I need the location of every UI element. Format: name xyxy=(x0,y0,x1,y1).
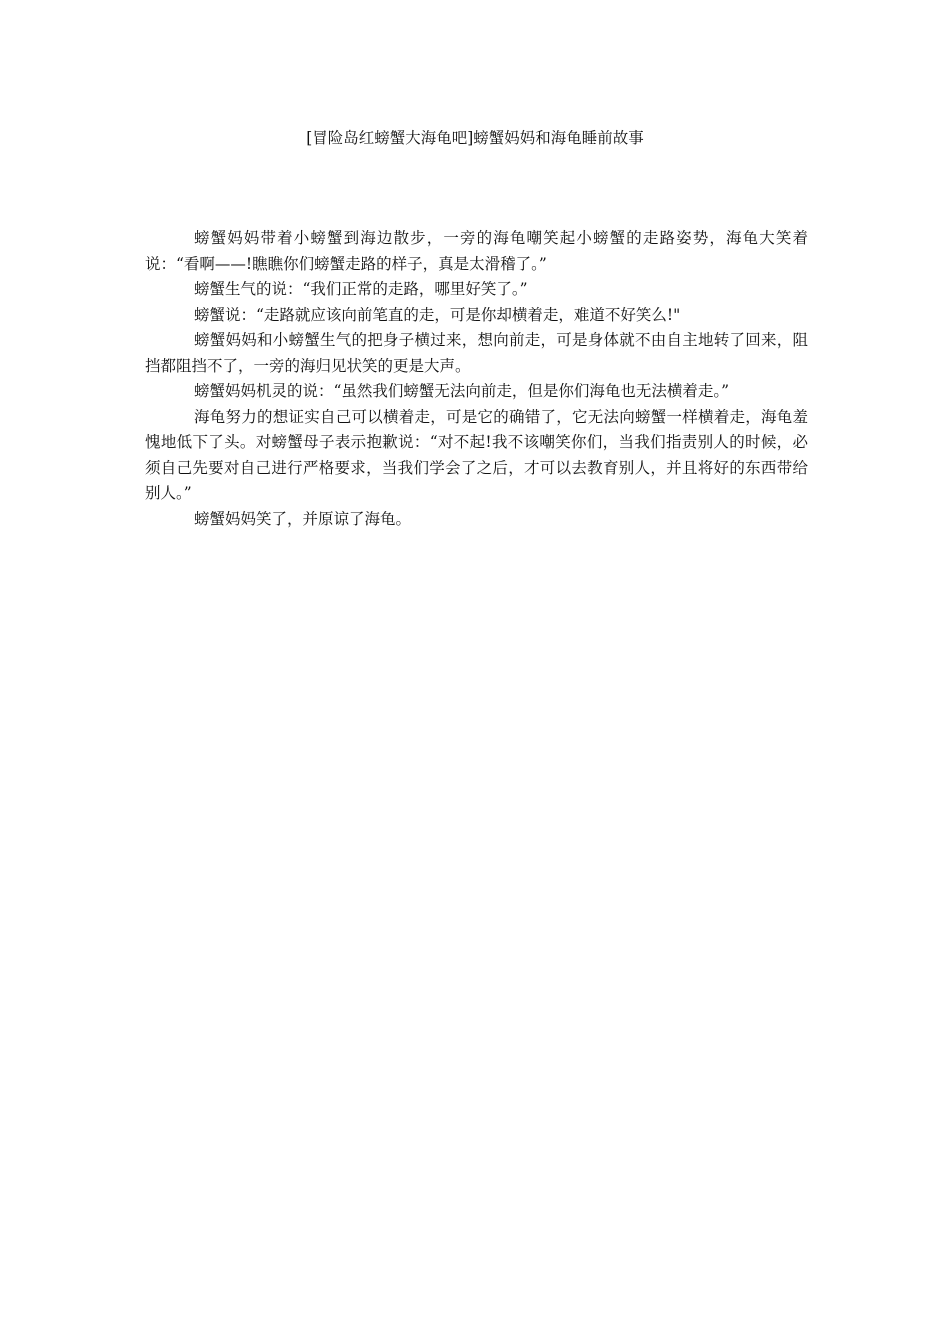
paragraph: 螃蟹妈妈和小螃蟹生气的把身子横过来，想向前走，可是身体就不由自主地转了回来，阻挡都阻挡不了，一旁的海归见状笑的更是大声。 xyxy=(145,331,808,375)
paragraph: 海龟努力的想证实自己可以横着走，可是它的确错了，它无法向螃蟹一样横着走，海龟羞愧地低下了头。对螃蟹母子表示抱歉说：“对不起!我不该嘲笑你们，当我们指责别人的时候，必须自己先要对自己进行严格要求，当我们学会了之后，才可以去教育别人，并且将好的东西带给别人。” xyxy=(145,407,808,502)
paragraph: 螃蟹妈妈笑了，并原谅了海龟。 xyxy=(194,509,412,528)
paragraph: 螃蟹说：“走路就应该向前笔直的走，可是你却横着走，难道不好笑么!" xyxy=(194,305,681,324)
paragraph: 螃蟹妈妈带着小螃蟹到海边散步，一旁的海龟嘲笑起小螃蟹的走路姿势，海龟大笑着说：“看啊——!瞧瞧你们螃蟹走路的样子，真是太滑稽了。” xyxy=(145,229,808,273)
paragraph: 螃蟹妈妈机灵的说：“虽然我们螃蟹无法向前走，但是你们海龟也无法横着走。” xyxy=(194,382,730,400)
document-title: [冒险岛红螃蟹大海龟吧]螃蟹妈妈和海龟睡前故事 xyxy=(306,129,644,147)
paragraph: 螃蟹生气的说：“我们正常的走路，哪里好笑了。” xyxy=(194,280,528,298)
document-body xyxy=(145,226,808,532)
